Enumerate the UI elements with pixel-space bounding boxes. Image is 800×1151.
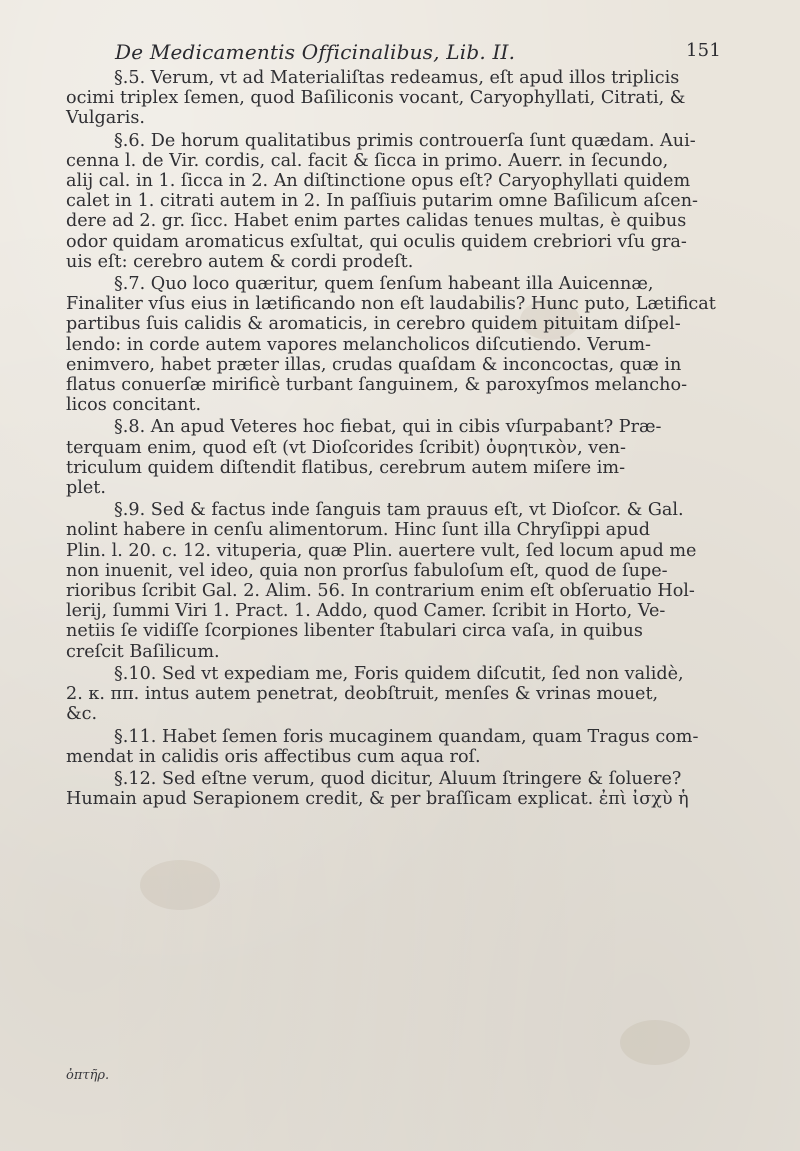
paragraph bbox=[66, 500, 742, 662]
text-line: dere ad 2. gr. ſicc. Habet enim partes calidas tenues multas, è quibus bbox=[66, 211, 687, 232]
text-line: 2. κ. ππ. intus autem penetrat, deobſtruit, menſes & vrinas mouet, bbox=[66, 684, 659, 705]
text-line: terquam enim, quod eſt (vt Dioſcorides ſcribit) ὀυρητικὸν, ven- bbox=[66, 437, 626, 458]
text-line: creſcit Baſilicum. bbox=[66, 641, 220, 662]
running-head-title: De Medicamentis Officinalibus, Lib. II. bbox=[115, 40, 516, 64]
text-line: odor quidam aromaticus exſultat, qui oculis quidem crebriori vſu gra- bbox=[66, 231, 687, 252]
text-line: alij cal. in 1. ſicca in 2. An diſtinctione opus eſt? Caryophyllati quidem bbox=[66, 171, 691, 192]
text-line: rioribus ſcribit Gal. 2. Alim. 56. In contrarium enim eſt obſeruatio Hol- bbox=[66, 581, 695, 602]
text-line: nolint habere in cenſu alimentorum. Hinc ſunt illa Chryſippi apud bbox=[66, 520, 651, 541]
running-head bbox=[115, 40, 721, 64]
text-line: §.9. Sed & factus inde ſanguis tam prauus eſt, vt Dioſcor. & Gal. bbox=[114, 500, 684, 521]
text-line: non inuenit, vel ideo, quia non prorſus fabuloſum eſt, quod de ſupe- bbox=[66, 560, 668, 581]
body-text bbox=[66, 68, 742, 811]
text-line: Finaliter vſus eius in lætificando non eſt laudabilis? Hunc puto, Lætificat bbox=[66, 294, 716, 315]
text-line: triculum quidem diſtendit flatibus, cerebrum autem miſere im- bbox=[66, 457, 626, 478]
foxing-stain bbox=[140, 860, 220, 910]
text-line: §.11. Habet ſemen foris mucaginem quandam, quam Tragus com- bbox=[114, 726, 699, 747]
paragraph bbox=[66, 274, 742, 415]
paragraph bbox=[66, 131, 742, 272]
text-line: §.8. An apud Veteres hoc fiebat, qui in cibis vſurpabant? Præ- bbox=[114, 417, 662, 438]
text-line: §.12. Sed eſtne verum, quod dicitur, Aluum ſtringere & ſoluere? bbox=[114, 768, 682, 789]
text-line: §.7. Quo loco quæritur, quem ſenſum habeant illa Auicennæ, bbox=[114, 274, 654, 295]
text-line: enimvero, habet præter illas, crudas quaſdam & inconcoctas, quæ in bbox=[66, 354, 682, 375]
paragraph bbox=[66, 68, 742, 129]
page-number: 151 bbox=[686, 40, 721, 61]
text-line: §.5. Verum, vt ad Materialiſtas redeamus, eſt apud illos triplicis bbox=[114, 68, 680, 88]
text-line: lerij, ſummi Viri 1. Pract. 1. Addo, quod Camer. ſcribit in Horto, Ve- bbox=[66, 601, 666, 622]
paragraph bbox=[66, 727, 742, 767]
text-line: mendat in calidis oris affectibus cum aqua roſ. bbox=[66, 746, 481, 767]
paragraph bbox=[66, 664, 742, 725]
text-line: partibus ſuis calidis & aromaticis, in cerebro quidem pituitam diſpel- bbox=[66, 314, 681, 335]
text-line: calet in 1. citrati autem in 2. In paſſiuis putarim omne Baſilicum aſcen- bbox=[66, 191, 698, 212]
text-line: uis eſt: cerebro autem & cordi prodeſt. bbox=[66, 251, 414, 272]
text-line: Vulgaris. bbox=[66, 108, 145, 129]
catchword: ὀπτῆρ. bbox=[66, 1068, 110, 1083]
text-line: Humain apud Serapionem credit, & per braſſicam explicat. ἐπὶ ἰσχὺ ἡ bbox=[66, 789, 689, 810]
text-line: §.6. De horum qualitatibus primis controuerſa ſunt quædam. Aui- bbox=[114, 130, 696, 151]
text-line: §.10. Sed vt expediam me, Foris quidem diſcutit, ſed non validè, bbox=[114, 663, 684, 684]
paragraph bbox=[66, 417, 742, 498]
text-line: ocimi triplex ſemen, quod Baſiliconis vocant, Caryophyllati, Citrati, & bbox=[66, 88, 686, 109]
text-line: licos concitant. bbox=[66, 395, 202, 416]
text-line: &c. bbox=[66, 704, 98, 725]
paragraph bbox=[66, 769, 742, 809]
text-line: lendo: in corde autem vapores melancholicos diſcutiendo. Verum- bbox=[66, 334, 651, 355]
text-line: cenna l. de Vir. cordis, cal. facit & ſicca in primo. Auerr. in ſecundo, bbox=[66, 150, 669, 171]
text-line: netiis ſe vidiſſe ſcorpiones libenter ſtabulari circa vaſa, in quibus bbox=[66, 621, 643, 642]
text-line: flatus conuerſæ mirificè turbant ſanguinem, & paroxyſmos melancho- bbox=[66, 375, 688, 396]
foxing-stain bbox=[620, 1020, 690, 1065]
text-line: Plin. l. 20. c. 12. vituperia, quæ Plin. auertere vult, ſed locum apud me bbox=[66, 540, 697, 561]
text-line: plet. bbox=[66, 478, 106, 499]
